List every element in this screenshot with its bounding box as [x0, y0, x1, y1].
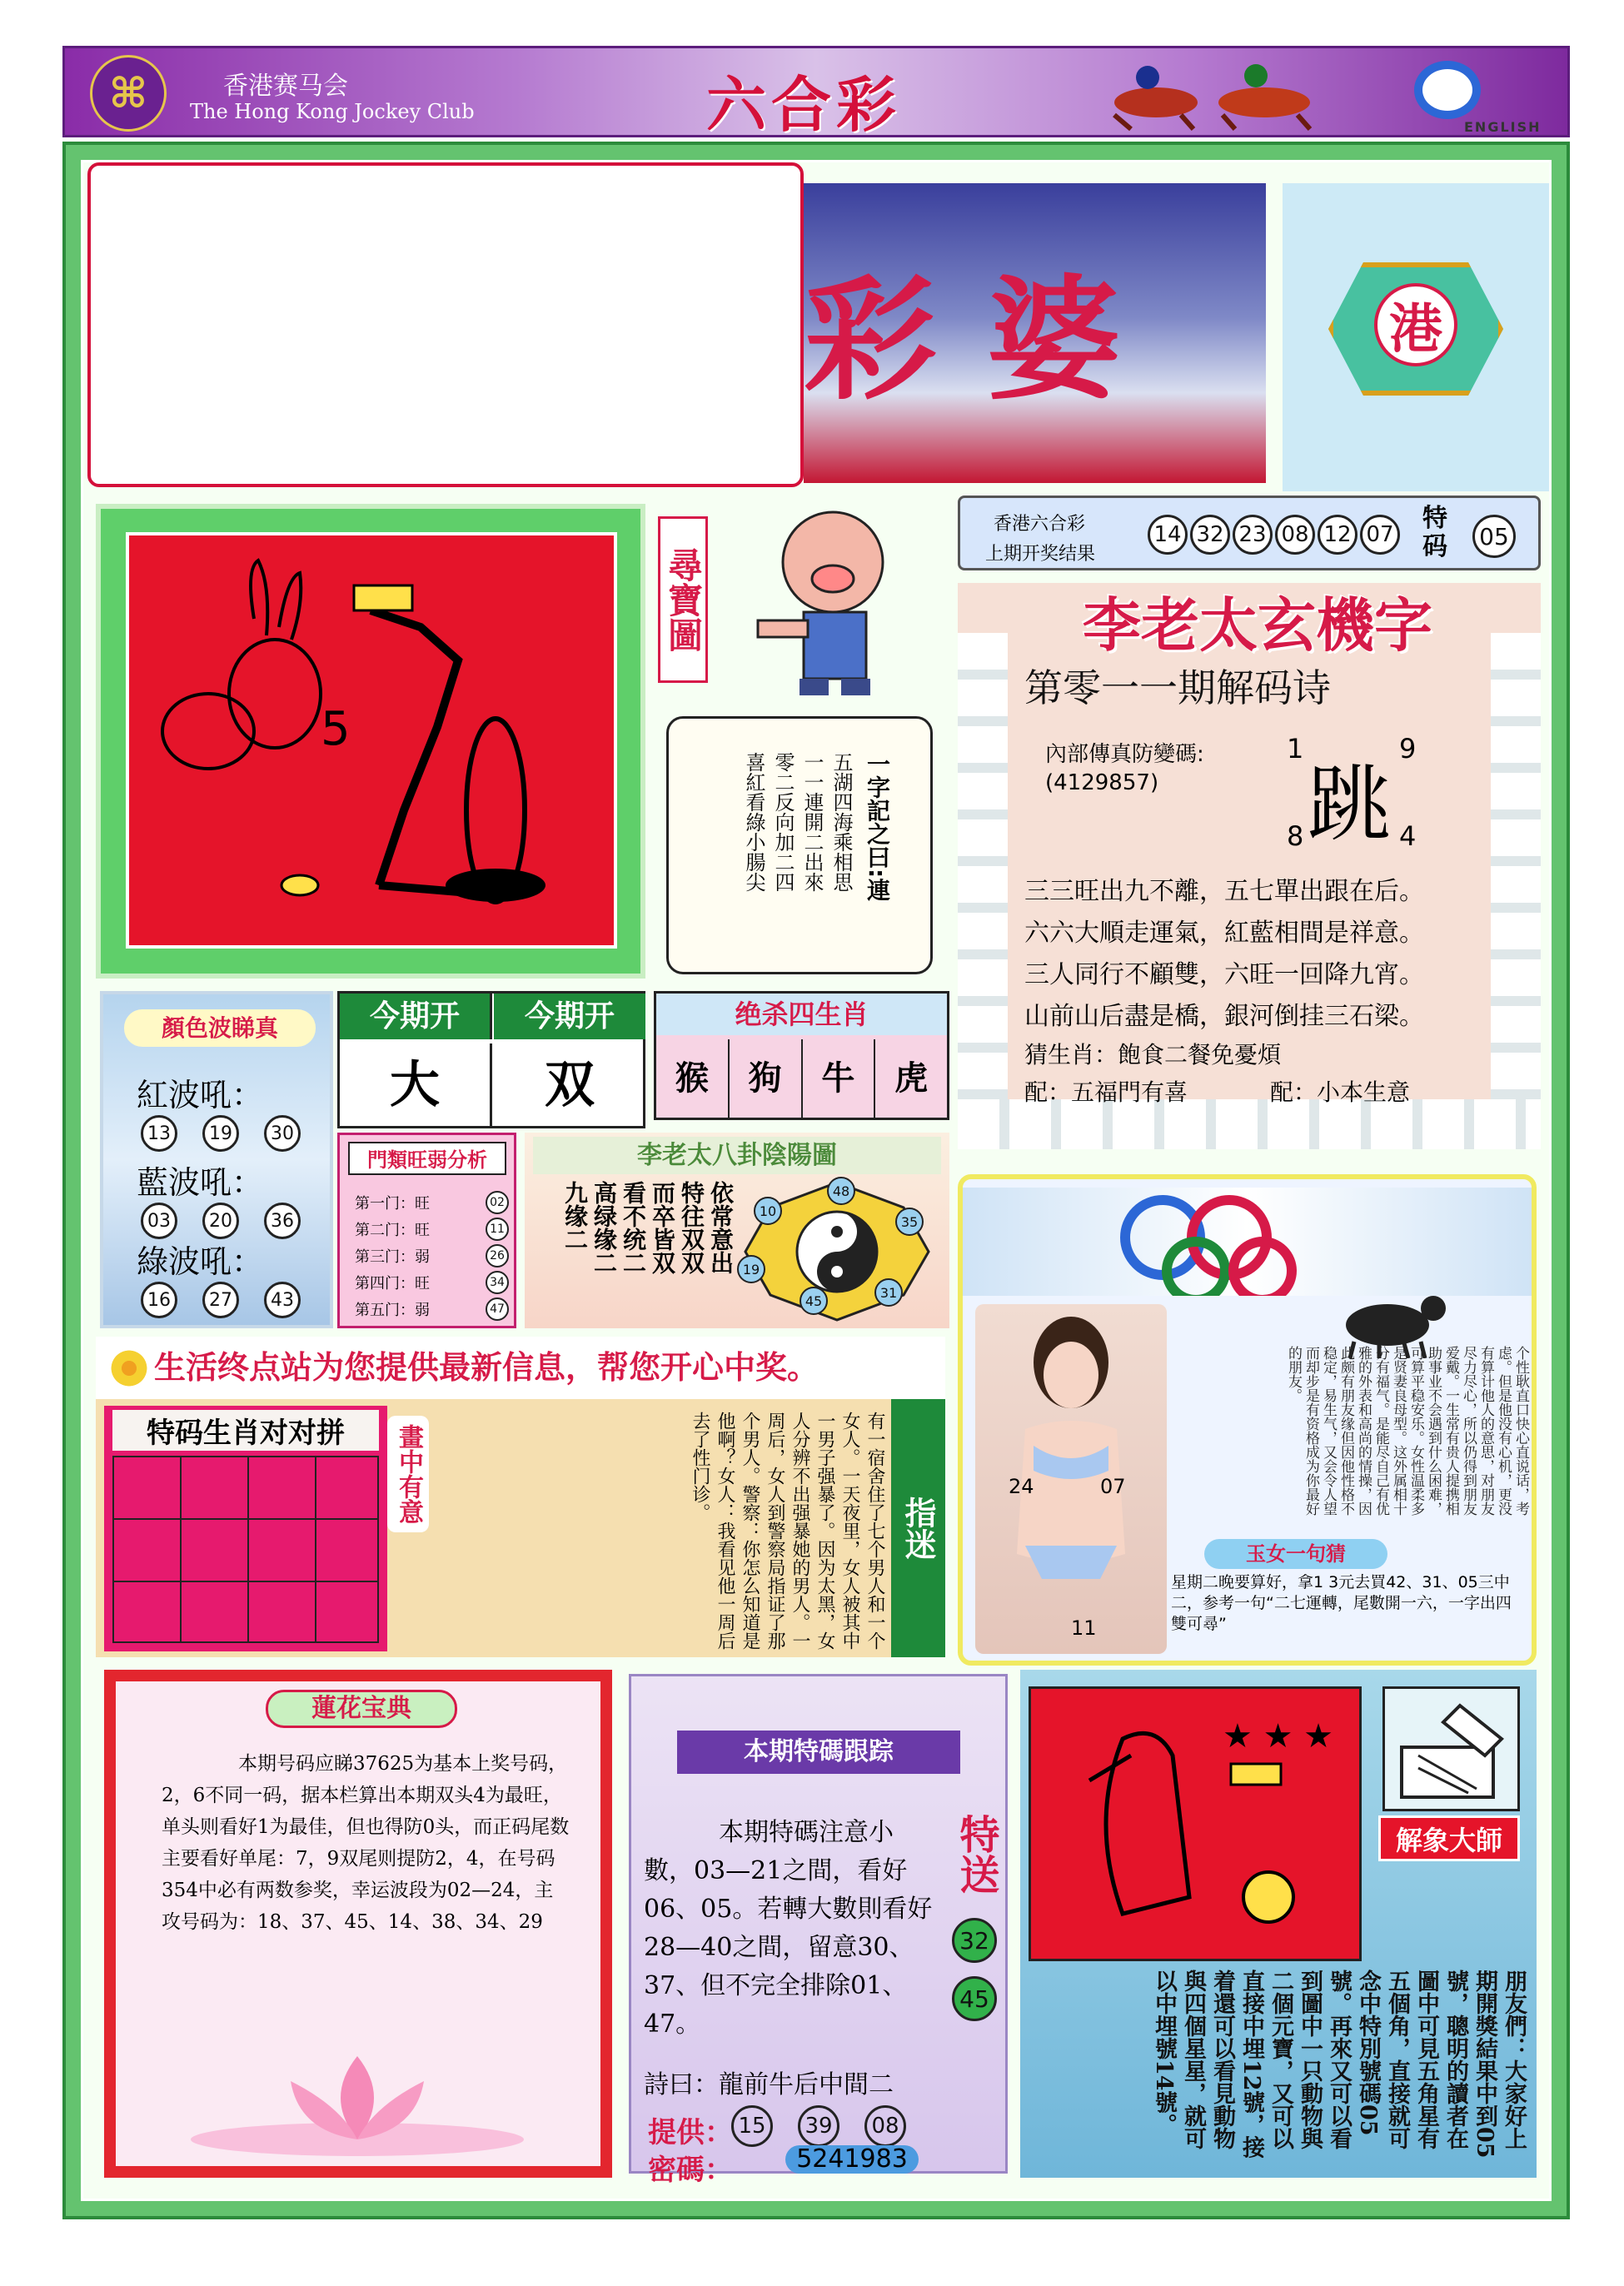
- lotus-title: 蓮花宝典: [266, 1690, 457, 1728]
- red-ball: 30: [264, 1115, 301, 1152]
- blue-ball: 36: [264, 1203, 301, 1239]
- result-ball: 12: [1318, 515, 1357, 555]
- lotus-text: 本期号码应睇37625为基本上奖号码，2，6不同一码，据本栏算出本期双头4为最旺，单头则看好1为最佳，但也得防0头，而正码尾数主要看好单尾：7，9双尾则提防2，4，在号码354中必有两数参奖，幸运波段为02—24，主攻号码为：18、37、45、14、38、34、29: [162, 1753, 570, 1933]
- header-bar: [62, 46, 1570, 140]
- poem-line-4: 山前山后盡是橋，銀河倒挂三石梁。: [1024, 1002, 1424, 1031]
- banner-chars: 彩婆: [804, 261, 1171, 418]
- club-name-cn: 香港赛马会: [223, 72, 348, 101]
- treasure-title: 尋寶圖: [658, 516, 708, 683]
- eagle-image: [1029, 1686, 1362, 1961]
- fax-label: 內部傳真防變碼:: [1045, 742, 1204, 767]
- snowflake-border-left: [958, 633, 1008, 1099]
- bagua-verse-6: 九缘二: [561, 1181, 589, 1251]
- kill-zodiac-item: 狗: [730, 1039, 803, 1118]
- scroll-line-2: 一一連開二出來: [800, 752, 824, 892]
- bagua-ball: 31: [874, 1278, 903, 1307]
- red-ball: 13: [141, 1115, 177, 1152]
- result-ball: 23: [1233, 515, 1273, 555]
- green-wave-balls: [141, 1282, 301, 1318]
- rabbit-puzzle-icon: [129, 535, 620, 952]
- corner-num-1: 1: [1287, 733, 1304, 764]
- bagua-ball: 48: [827, 1177, 855, 1205]
- big-char: 跳: [1308, 755, 1391, 853]
- writing-hand-icon: [1382, 1686, 1520, 1811]
- poem-panel: [958, 583, 1541, 1149]
- poem-title: 李老太玄機字: [1083, 590, 1432, 660]
- provide-ball: 15: [731, 2105, 773, 2147]
- bagua-panel: [525, 1133, 949, 1328]
- yunv-panel: [958, 1174, 1537, 1666]
- sky-banner: [804, 183, 1266, 483]
- result-label-1: 香港六合彩: [994, 514, 1086, 535]
- red-wave-label: 紅波吼：: [137, 1077, 264, 1113]
- blank-ad-area: [87, 162, 804, 487]
- track-poem-label: 詩曰：: [644, 2070, 719, 2099]
- photo-num: 24: [1009, 1475, 1034, 1498]
- this-period-panel: [337, 991, 645, 1128]
- blue-ball: 20: [202, 1203, 239, 1239]
- bagua-verse-4: 看不统二: [620, 1181, 647, 1274]
- yunv-sub-text: 星期二晚要算好，拿1 3元去買42、31、05三中二，参考一句“二七運轉，尾數開一六，一字出四雙可尋”: [1171, 1573, 1512, 1633]
- story-panel: [96, 1399, 945, 1657]
- master-panel: [1020, 1670, 1537, 2178]
- green-ball: 43: [264, 1282, 301, 1318]
- green-ball: 16: [141, 1282, 177, 1318]
- track-code: 5241983: [785, 2145, 919, 2174]
- door-ball: 26: [486, 1244, 509, 1268]
- result-ball: 14: [1148, 515, 1188, 555]
- track-poem: [644, 2064, 894, 2100]
- photo-num: 11: [1071, 1616, 1097, 1640]
- bagua-verse-5: 高绿缘二: [590, 1181, 618, 1274]
- door-label: 第二门：旺: [355, 1222, 430, 1239]
- this-period-head-1: 今期开: [340, 994, 492, 1039]
- bagua-ball: 10: [754, 1197, 782, 1225]
- bagua-verse-3: 而卒皆双: [649, 1181, 676, 1274]
- door-rows: [355, 1189, 509, 1322]
- poem-match-2: 配：小本生意: [1270, 1078, 1411, 1106]
- result-ball: 08: [1275, 515, 1315, 555]
- lotus-panel: [104, 1670, 612, 2178]
- green-ball: 27: [202, 1282, 239, 1318]
- zodiac-grid-panel: [104, 1406, 387, 1651]
- master-text: 朋友們：大家好上期開獎結果中到05號，聰明的讀者在圖中可見五角星有五個角，直接就可念中特別號碼05號。再來又可以看到圖中一只動物與二個元寶，又可以直接中埋12號，接着還可以看見動物與四個星星，就可以中埋號14號。: [1151, 1970, 1527, 2159]
- flower-icon: [108, 1347, 150, 1389]
- door-ball: 11: [486, 1218, 509, 1241]
- kill-zodiac-item: 虎: [894, 1059, 929, 1098]
- poem-match-1: 配：五福門有喜: [1024, 1078, 1188, 1106]
- door-row: [355, 1243, 509, 1269]
- bagua-icon: [737, 1178, 937, 1324]
- track-provide-balls: [731, 2105, 906, 2147]
- kill-zodiac-panel: [654, 991, 949, 1120]
- treasure-map-panel: [96, 504, 645, 979]
- master-title: 解象大師: [1378, 1815, 1520, 1861]
- bagua-verse-1: 依常意出: [707, 1181, 735, 1274]
- provide-ball: 08: [864, 2105, 906, 2147]
- hkjc-logo-icon[interactable]: ⌘: [90, 55, 167, 132]
- yunv-sub-title: 玉女一句猜: [1204, 1539, 1387, 1569]
- scroll-line-1: 五湖四海乘相思: [829, 752, 853, 892]
- door-ball: 02: [486, 1191, 509, 1214]
- kill-zodiac-items: [656, 1039, 947, 1118]
- model-photo: [975, 1304, 1167, 1654]
- send-ball: 32: [952, 1918, 997, 1963]
- door-analysis-panel: [337, 1133, 516, 1328]
- door-label: 第五门：弱: [355, 1302, 430, 1319]
- english-link[interactable]: ENGLISH: [1464, 119, 1542, 135]
- result-ball: 32: [1190, 515, 1230, 555]
- door-ball: 47: [486, 1297, 509, 1321]
- door-analysis-title: 門類旺弱分析: [348, 1142, 506, 1175]
- club-name-en: The Hong Kong Jockey Club: [190, 100, 475, 123]
- rings-icon: [963, 1188, 1532, 1296]
- send-ball: 45: [952, 1976, 997, 2021]
- rings-banner: [963, 1188, 1532, 1296]
- track-code-label: 密碼：: [648, 2154, 733, 2187]
- scroll-line-4: 喜紅看綠小腸尖: [742, 752, 765, 892]
- door-row: [355, 1189, 509, 1216]
- result-ball: 07: [1360, 515, 1400, 555]
- track-title: 本期特碼跟踪: [677, 1731, 960, 1774]
- yunv-text: 个性耿直口快心直说话，考虑。但是他没有心机，更没有算计他人的意思，对朋友尽力尽心，所以仍得到朋友爱戴。一生常有贵人提携相助事业不会遇到什么困难，可算平稳安乐。女性温柔多是贤妻良母型。这外属相十分有福气。是能尽自己有优雅的外表和高尚的情操，因此颇有朋友缘但因他性格不稳定，易生气，又会令人望而却步是有资格成为你最好的朋友。: [1285, 1346, 1529, 1516]
- red-wave-balls: [141, 1115, 301, 1152]
- story-hint: 指迷: [891, 1399, 945, 1657]
- corner-num-4: 4: [1399, 820, 1417, 852]
- blue-wave-balls: [141, 1203, 301, 1239]
- track-provide-label: 提供：: [648, 2116, 733, 2149]
- door-ball: 34: [486, 1271, 509, 1294]
- poem-guess: 猜生肖：飽食二餐免憂煩: [1024, 1041, 1282, 1068]
- scroll-title: 一字記之曰:連: [864, 752, 891, 902]
- door-label: 第四门：旺: [355, 1275, 430, 1292]
- eagle-icon: [1031, 1689, 1364, 1964]
- lantern-panel: [1283, 183, 1549, 491]
- lotus-flower-icon: [182, 2048, 532, 2156]
- poem-line-2: 六六大順走運氣，紅藍相間是祥意。: [1024, 919, 1424, 948]
- door-row: [355, 1269, 509, 1296]
- story-side-label: 畫中有意: [387, 1416, 429, 1532]
- poem-line-3: 三人同行不顧雙，六旺一回降九宵。: [1024, 960, 1424, 989]
- corner-num-3: 8: [1287, 820, 1304, 852]
- kill-zodiac-title: 绝杀四生肖: [656, 994, 947, 1035]
- provide-ball: 39: [798, 2105, 839, 2147]
- lantern-char: 港: [1374, 283, 1457, 366]
- horse-racing-icon: [1098, 52, 1348, 132]
- track-send-label: 特送: [953, 1814, 999, 1894]
- this-period-value-2: 双: [545, 1056, 595, 1114]
- door-row: [355, 1296, 509, 1322]
- green-wave-label: 綠波吼：: [137, 1243, 264, 1280]
- fax-code: (4129857): [1045, 770, 1159, 795]
- life-banner: 生活终点站为您提供最新信息，帮您开心中奖。: [96, 1337, 945, 1399]
- language-toggle-icon[interactable]: [1414, 61, 1481, 119]
- story-title: 特码生肖对对拼: [112, 1410, 379, 1451]
- last-result-bar: [958, 496, 1541, 570]
- kill-zodiac-item: 牛: [803, 1039, 876, 1118]
- scroll-line-3: 零二反向加二四: [771, 752, 795, 892]
- special-ball: 05: [1472, 515, 1516, 558]
- kill-zodiac-item: 猴: [656, 1039, 730, 1118]
- track-poem-text: 龍前牛后中間二: [719, 2070, 894, 2099]
- poem-subtitle: 第零一一期解码诗: [1024, 665, 1331, 710]
- door-label: 第一门：旺: [355, 1195, 430, 1213]
- puzzle-image: [126, 532, 617, 949]
- pig-mascot-icon: [741, 504, 908, 704]
- color-wave-panel: [100, 991, 333, 1328]
- bagua-ball: 35: [895, 1208, 924, 1236]
- snowflake-border-right: [1491, 633, 1541, 1099]
- color-wave-title: 顏色波睇真: [124, 1009, 316, 1047]
- bagua-title: 李老太八卦陰陽圖: [533, 1137, 941, 1174]
- result-label-2: 上期开奖结果: [985, 544, 1096, 565]
- bagua-ball: 45: [800, 1287, 828, 1315]
- this-period-value-1: 大: [340, 1043, 492, 1127]
- door-label: 第三门：弱: [355, 1248, 430, 1266]
- door-row: [355, 1216, 509, 1243]
- bagua-verse-2: 特往双双: [678, 1181, 705, 1274]
- blue-ball: 03: [141, 1203, 177, 1239]
- corner-num-2: 9: [1399, 733, 1417, 764]
- red-ball: 19: [202, 1115, 239, 1152]
- poem-line-1: 三三旺出九不離，五七單出跟在后。: [1024, 877, 1424, 906]
- special-label: 特码: [1422, 504, 1447, 561]
- svg-text:★ ★ ★: ★ ★ ★: [1223, 1717, 1334, 1756]
- photo-num: 07: [1100, 1475, 1126, 1498]
- scroll-panel: [666, 716, 933, 974]
- puzzle-number: 5: [321, 702, 351, 756]
- bagua-ball: 19: [737, 1255, 765, 1283]
- this-period-head-2: 今期开: [494, 994, 645, 1039]
- story-text: 有一宿舍住了七个男人和一个女人。一天夜里，女人被其中一男子强暴了。因为太黑，女人分辨不出强暴她的男人。一周后，女人到警察局指证了那个男人。警察：你怎么知道是他啊？女人：我看见他一周后去了性门诊。: [690, 1412, 885, 1650]
- track-text: 本期特碼注意小數，03—21之間，看好06、05。若轉大數則看好28—40之間，留意30、37、但不完全排除01、47。: [644, 1818, 933, 2039]
- track-panel: [629, 1674, 1008, 2187]
- page-title: 六合彩: [706, 69, 902, 140]
- result-numbers: [1148, 515, 1400, 555]
- blue-wave-label: 藍波吼：: [137, 1164, 264, 1201]
- zodiac-grid: [112, 1456, 379, 1643]
